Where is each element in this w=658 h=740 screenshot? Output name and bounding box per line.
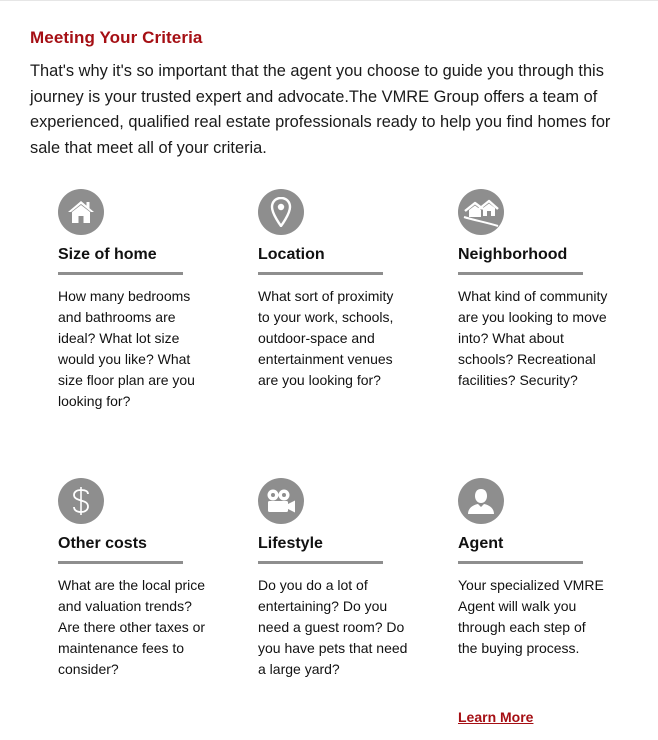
map-pin-icon	[258, 189, 304, 235]
divider	[258, 561, 383, 564]
divider	[58, 561, 183, 564]
house-icon	[58, 189, 104, 235]
card-title: Other costs	[58, 535, 147, 552]
section-heading: Meeting Your Criteria	[30, 28, 203, 47]
card-description: Do you do a lot of entertaining? Do you need a guest room? Do you have pets that need a large yard?	[258, 577, 408, 677]
divider	[458, 561, 583, 564]
card-description: What kind of community are you looking to move into? What about schools? Recreational facilities? Security?	[458, 288, 608, 388]
card-title: Location	[258, 246, 325, 263]
card-title: Lifestyle	[258, 535, 323, 552]
learn-more-link[interactable]: Learn More	[458, 709, 534, 725]
neighborhood-icon	[458, 189, 504, 235]
card-title: Agent	[458, 535, 504, 552]
card-description: What are the local price and valuation trends? Are there other taxes or maintenance fees to consider?	[58, 577, 206, 677]
divider	[58, 272, 183, 275]
card-description: How many bedrooms and bathrooms are ideal? What lot size would you like? What size floor plan are you looking for?	[58, 288, 195, 409]
card-title: Neighborhood	[458, 246, 568, 263]
divider	[458, 272, 583, 275]
card-description: What sort of proximity to your work, schools, outdoor-space and entertainment venues are you looking for?	[258, 288, 394, 388]
dollar-icon	[58, 478, 104, 524]
card-description: Your specialized VMRE Agent will walk you through each step of the buying process.	[458, 577, 604, 656]
camera-icon	[258, 478, 304, 524]
card-title: Size of home	[58, 246, 157, 263]
divider	[258, 272, 383, 275]
intro-paragraph: That's why it's so important that the agent you choose to guide you through this journey is your trusted expert and advocate.The VMRE Group offers a team of experienced, qualified real estate professionals ready to help you find homes for sale that meet all of your criteria.	[30, 62, 611, 157]
person-icon	[458, 478, 504, 524]
